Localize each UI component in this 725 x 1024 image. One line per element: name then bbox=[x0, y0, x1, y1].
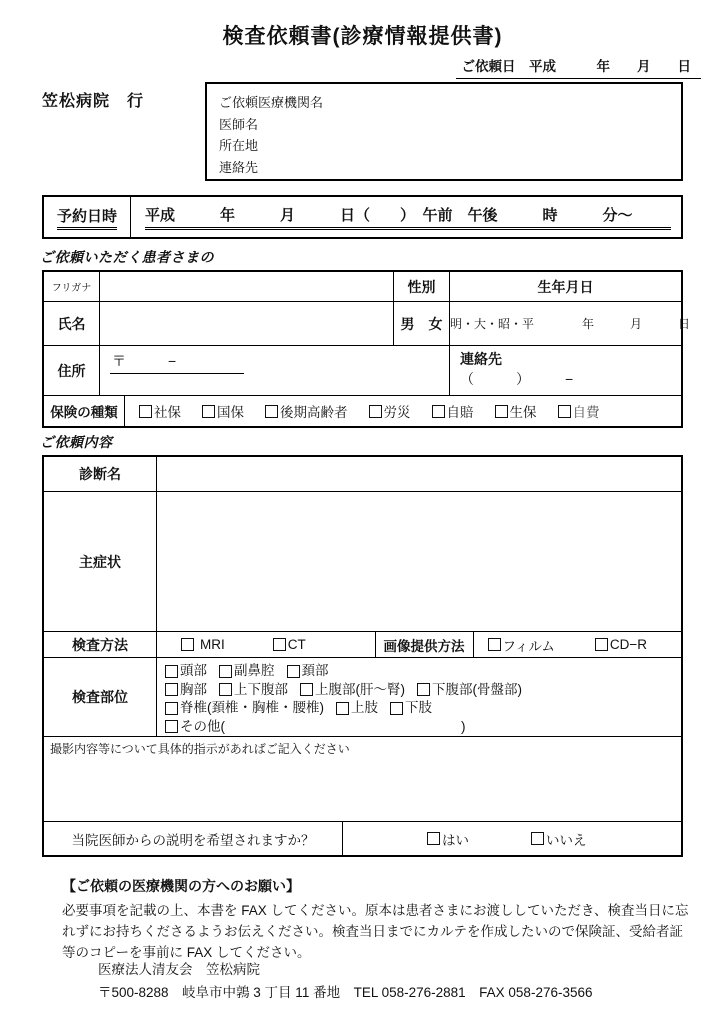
reservation-label: 予約日時 bbox=[57, 205, 117, 230]
region-upper-limb-checkbox[interactable] bbox=[336, 699, 378, 718]
region-other-close: ) bbox=[461, 718, 466, 734]
page-title: 検査依頼書(診療情報提供書) bbox=[222, 25, 503, 48]
checkbox-icon bbox=[219, 683, 232, 696]
insurance-jihi-checkbox[interactable] bbox=[558, 401, 600, 421]
region-head-label: 頭部 bbox=[180, 663, 207, 678]
hospital-name: 医療法人清友会 笠松病院 bbox=[98, 962, 260, 977]
region-label: 検査部位 bbox=[44, 658, 157, 736]
address-row bbox=[44, 346, 681, 396]
diagnosis-input-area[interactable] bbox=[157, 457, 681, 491]
region-line-1 bbox=[165, 662, 681, 681]
checkbox-icon bbox=[165, 702, 178, 715]
insurance-jihi-label: 自費 bbox=[572, 405, 600, 420]
region-upper-lower-abdomen-checkbox[interactable] bbox=[219, 681, 288, 700]
region-lower-limb-label: 下肢 bbox=[405, 700, 432, 715]
contact-blank-line: （ ） − bbox=[460, 371, 574, 387]
explain-yes-checkbox[interactable] bbox=[427, 829, 469, 849]
reservation-value-cell[interactable] bbox=[131, 197, 681, 237]
notice-heading: 【ご依頼の医療機関の方へのお願い】 bbox=[62, 878, 300, 894]
checkbox-icon bbox=[369, 405, 382, 418]
region-line-4 bbox=[165, 718, 681, 737]
checkbox-icon bbox=[300, 683, 313, 696]
mri-label: MRI bbox=[200, 637, 225, 652]
insurance-kokuho-checkbox[interactable] bbox=[202, 401, 244, 421]
region-chest-checkbox[interactable] bbox=[165, 681, 207, 700]
media-label: 画像提供方法 bbox=[376, 632, 474, 657]
hospital-info bbox=[98, 958, 593, 1004]
method-label: 検査方法 bbox=[44, 632, 157, 657]
notes-input-area[interactable] bbox=[44, 737, 681, 822]
checkbox-icon bbox=[165, 665, 178, 678]
region-paranasal-sinus-checkbox[interactable] bbox=[219, 662, 275, 681]
checkbox-icon bbox=[531, 832, 544, 845]
request-content-table bbox=[42, 455, 683, 857]
region-neck-checkbox[interactable] bbox=[287, 662, 329, 681]
furigana-row bbox=[44, 272, 681, 302]
checkbox-icon bbox=[558, 405, 571, 418]
region-upper-limb-label: 上肢 bbox=[351, 700, 378, 715]
addressee-label: 笠松病院 行 bbox=[42, 93, 145, 110]
patient-section-heading: ご依頼いただく患者さまの bbox=[40, 249, 214, 265]
film-label: フィルム bbox=[502, 638, 555, 654]
sender-info-box[interactable] bbox=[205, 82, 683, 181]
reservation-label-cell bbox=[44, 197, 131, 237]
region-upper-abdomen-label: 上腹部(肝～腎) bbox=[315, 681, 405, 697]
checkbox-icon bbox=[219, 665, 232, 678]
explain-options bbox=[343, 822, 681, 855]
film-checkbox[interactable] bbox=[488, 635, 555, 655]
region-chest-label: 胸部 bbox=[180, 681, 207, 697]
checkbox-icon bbox=[165, 683, 178, 696]
postal-code-blank[interactable]: 〒 − bbox=[110, 351, 244, 374]
name-input-area[interactable] bbox=[100, 302, 394, 345]
checkbox-icon bbox=[265, 405, 278, 418]
region-neck-label: 頚部 bbox=[301, 663, 329, 678]
insurance-seiho-label: 生保 bbox=[509, 405, 537, 420]
explain-yes-label: はい bbox=[442, 832, 469, 848]
contact-label: 連絡先 bbox=[460, 351, 502, 367]
symptom-input-area[interactable] bbox=[157, 492, 681, 631]
mri-checkbox[interactable] bbox=[181, 637, 225, 652]
region-options bbox=[157, 658, 681, 736]
checkbox-icon bbox=[432, 405, 445, 418]
checkbox-icon bbox=[495, 405, 508, 418]
birthdate-blank-line[interactable]: 明・大・昭・平 年 月 日 bbox=[450, 317, 691, 331]
insurance-kouki-label: 後期高齢者 bbox=[280, 405, 348, 420]
checkbox-icon bbox=[595, 638, 608, 651]
birthdate-label: 生年月日 bbox=[537, 278, 594, 295]
contact-input-area[interactable] bbox=[450, 346, 681, 395]
checkbox-icon bbox=[417, 683, 430, 696]
reservation-blank-line: 平成 年 月 日（ ） 午前 午後 時 分～ bbox=[145, 204, 671, 230]
sex-label: 性別 bbox=[394, 272, 450, 301]
checkbox-icon bbox=[287, 665, 300, 678]
region-lower-abdomen-checkbox[interactable] bbox=[417, 681, 522, 700]
patient-table bbox=[42, 270, 691, 428]
sender-contact-label: 連絡先 bbox=[219, 159, 259, 175]
checkbox-icon bbox=[427, 832, 440, 845]
insurance-jibai-checkbox[interactable] bbox=[432, 401, 474, 421]
insurance-rousai-label: 労災 bbox=[383, 405, 411, 420]
checkbox-icon bbox=[488, 638, 501, 651]
explain-no-label: いいえ bbox=[546, 832, 587, 848]
method-options bbox=[157, 632, 376, 657]
region-sinus-label: 副鼻腔 bbox=[234, 663, 275, 678]
method-row bbox=[44, 632, 681, 658]
checkbox-icon bbox=[139, 405, 152, 418]
diagnosis-label: 診断名 bbox=[44, 457, 157, 491]
explain-question: 当院医師からの説明を希望されますか？ bbox=[44, 822, 343, 855]
region-other-checkbox[interactable] bbox=[165, 718, 225, 737]
insurance-shaho-checkbox[interactable] bbox=[139, 401, 181, 421]
region-upper-abdomen-checkbox[interactable] bbox=[300, 681, 405, 700]
ct-checkbox[interactable] bbox=[273, 637, 306, 652]
cd-r-checkbox[interactable] bbox=[595, 637, 647, 652]
region-upper-lower-abdomen-label: 上下腹部 bbox=[234, 681, 288, 697]
region-other-label: その他( bbox=[180, 718, 225, 734]
region-line-3 bbox=[165, 699, 681, 718]
checkbox-icon bbox=[390, 702, 403, 715]
explain-row bbox=[44, 822, 681, 855]
region-spine-label: 脊椎(頚椎・胸椎・腰椎) bbox=[180, 700, 324, 715]
name-row bbox=[44, 302, 691, 346]
furigana-input-area[interactable] bbox=[100, 272, 394, 301]
diagnosis-row bbox=[44, 457, 681, 492]
furigana-label: フリガナ bbox=[44, 272, 100, 301]
reservation-table bbox=[42, 195, 683, 239]
insurance-rousai-checkbox[interactable] bbox=[369, 401, 411, 421]
notice-body: 必要事項を記載の上、本書を FAX してください。原本は患者さまにお渡ししていただき、検査当日に忘れずにお持ちくださるようお伝えください。検査当日までにカルテを作成したいので保険証、受給者証等のコピーを事前に FAX してください。 bbox=[62, 903, 689, 960]
insurance-kouki-koureisha-checkbox[interactable] bbox=[265, 401, 348, 421]
checkbox-icon bbox=[181, 638, 194, 651]
region-head-checkbox[interactable] bbox=[165, 662, 207, 681]
symptom-label: 主症状 bbox=[44, 492, 157, 631]
address-label: 住所 bbox=[44, 346, 100, 395]
sender-doctor-label: 医師名 bbox=[219, 116, 259, 132]
address-input-area[interactable] bbox=[100, 346, 450, 395]
insurance-label: 保険の種類 bbox=[44, 396, 125, 426]
insurance-jibai-label: 自賠 bbox=[446, 405, 474, 420]
region-line-2 bbox=[165, 681, 681, 700]
media-options bbox=[474, 632, 682, 657]
notes-hint: 撮影内容等について具体的指示があればご記入ください bbox=[50, 742, 350, 756]
footer-notice bbox=[62, 876, 692, 963]
checkbox-icon bbox=[336, 702, 349, 715]
checkbox-icon bbox=[273, 638, 286, 651]
insurance-seiho-checkbox[interactable] bbox=[495, 401, 537, 421]
region-lower-limb-checkbox[interactable] bbox=[390, 699, 432, 718]
sender-location-label: 所在地 bbox=[219, 138, 259, 153]
symptom-row bbox=[44, 492, 681, 632]
checkbox-icon bbox=[202, 405, 215, 418]
request-date-line[interactable]: ご依頼日 平成 年 月 日 bbox=[456, 55, 702, 79]
region-spine-checkbox[interactable] bbox=[165, 699, 324, 718]
insurance-kokuho-label: 国保 bbox=[217, 405, 244, 420]
insurance-shaho-label: 社保 bbox=[154, 405, 181, 420]
region-row bbox=[44, 658, 681, 737]
region-lower-abdomen-label: 下腹部(骨盤部) bbox=[432, 681, 522, 697]
name-label: 氏名 bbox=[44, 302, 100, 345]
insurance-row bbox=[44, 396, 681, 426]
sender-institution-label: ご依頼医療機関名 bbox=[219, 95, 324, 110]
explain-no-checkbox[interactable] bbox=[531, 829, 587, 849]
sex-options[interactable]: 男 女 bbox=[394, 302, 450, 345]
checkbox-icon bbox=[165, 720, 178, 733]
cd-r-label: CD−R bbox=[609, 637, 648, 652]
hospital-address: 〒500-8288 岐阜市中鶉 3 丁目 11 番地 TEL 058-276-2881 FAX 058-276-3566 bbox=[98, 985, 593, 1000]
insurance-options bbox=[125, 396, 681, 426]
ct-label: CT bbox=[287, 637, 306, 652]
request-section-heading: ご依頼内容 bbox=[40, 434, 113, 450]
